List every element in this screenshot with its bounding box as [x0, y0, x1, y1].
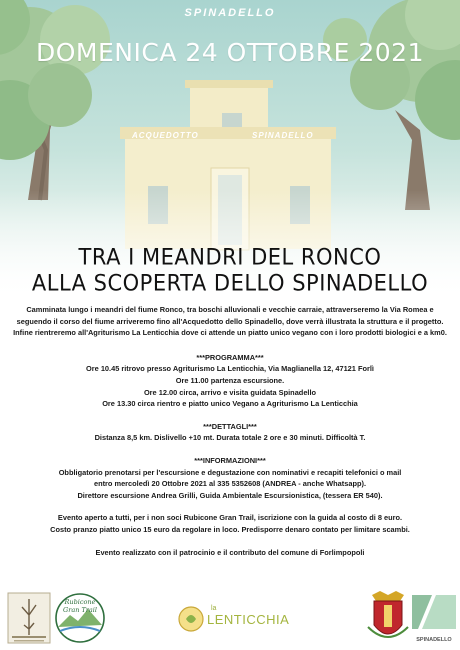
rubicone-gran-trail-logo — [56, 594, 104, 642]
plaque-logo — [8, 593, 50, 643]
spinadello-logo — [412, 595, 456, 643]
rubicone-line-1: Rubicone — [64, 598, 96, 606]
informazioni-line: Direttore escursione Andrea Grilli, Guida Ambientale Escursionistica, (tessera ER 540). — [77, 490, 383, 500]
title-line-2: ALLA SCOPERTA DELLO SPINADELLO — [31, 270, 429, 296]
sponsor-logos — [0, 585, 460, 650]
coat-of-arms-icon — [368, 591, 408, 637]
building-sign-left: ACQUEDOTTO — [132, 131, 199, 140]
programma-item: Ore 12.00 circa, arrivo e visita guidata Spinadello — [143, 387, 317, 397]
patronage-text: Evento realizzato con il patrocinio e il contributo del comune di Forlimpopoli — [95, 547, 365, 557]
rubicone-line-2: Gran Trail — [63, 606, 97, 614]
event-date: DOMENICA 24 OTTOBRE 2021 — [36, 38, 424, 67]
intro-line: seguendo il corso del fiume arriveremo fino all'Acquedotto dello Spinadello, dove verrà illustrata la struttura e il progetto. — [16, 316, 444, 326]
note-line: Evento aperto a tutti, per i non soci Rubicone Gran Trail, iscrizione con la guida al costo di 8 euro. — [57, 513, 403, 523]
intro-line: Camminata lungo i meandri del fiume Ronco, tra boschi alluvionali e vecchie carraie, attraverseremo la Via Romea e — [26, 305, 434, 314]
lenticchia-name: LENTICCHIA — [207, 612, 290, 627]
dettagli-heading: ***DETTAGLI*** — [203, 421, 257, 431]
informazioni-heading: ***INFORMAZIONI*** — [194, 455, 266, 465]
event-title — [0, 244, 460, 296]
intro-line: Infine rientreremo all'Agriturismo La Lenticchia dove ci attende un piatto unico vegano con i loro prodotti biologici e a km0. — [13, 328, 447, 338]
note-line: Costo pranzo piatto unico 15 euro da regolare in loco. Predisporre denaro contato per limitare scambi. — [50, 524, 410, 534]
dettagli-text: Distanza 8,5 km. Dislivello +10 mt. Durata totale 2 ore e 30 minuti. Difficoltà T. — [94, 433, 366, 443]
building-sign-right: SPINADELLO — [252, 131, 314, 140]
logos-strip — [0, 585, 460, 650]
lenticchia-small: la — [211, 605, 217, 612]
informazioni-line: entro mercoledì 20 Ottobre 2021 al 335 5352608 (ANDREA - anche Whatsapp). — [93, 479, 367, 489]
brand-header: SPINADELLO — [184, 7, 276, 19]
spinadello-logo-text: SPINADELLO — [416, 637, 452, 643]
programma-heading: ***PROGRAMMA*** — [196, 352, 264, 362]
title-line-1: TRA I MEANDRI DEL RONCO — [78, 244, 382, 270]
lenticchia-logo — [179, 605, 289, 631]
informazioni-line: Obbligatorio prenotarsi per l'escursione e degustazione con nominativi e recapiti telefonici o mail — [58, 467, 402, 477]
programma-item: Ore 10.45 ritrovo presso Agriturismo La Lenticchia, Via Maglianella 12, 47121 Forlì — [86, 364, 374, 374]
programma-item: Ore 13.30 circa rientro e piatto unico Vegano a Agriturismo La Lenticchia — [102, 399, 358, 409]
programma-item: Ore 11.00 partenza escursione. — [175, 375, 285, 385]
event-description — [8, 304, 452, 558]
